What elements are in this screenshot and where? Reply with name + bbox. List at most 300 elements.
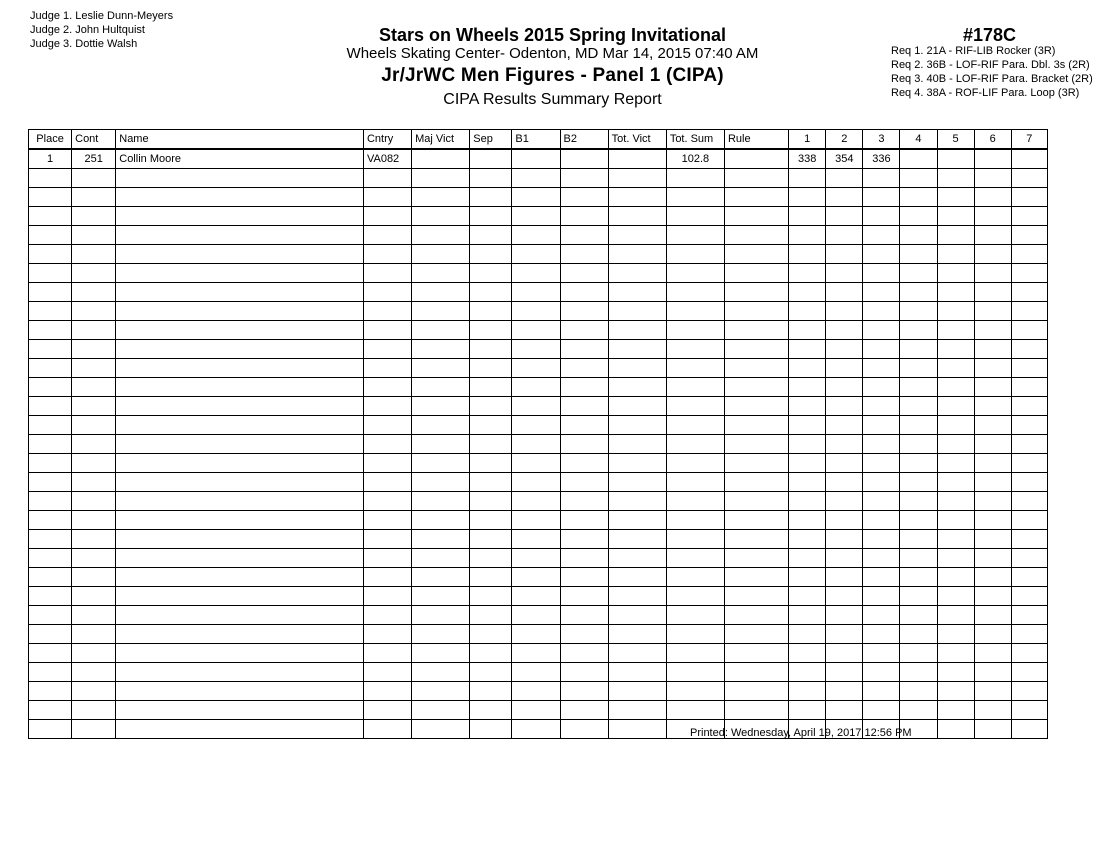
table-cell-empty (363, 663, 411, 682)
table-cell-empty (72, 226, 116, 245)
cell-b1 (512, 149, 560, 169)
table-cell-empty (363, 701, 411, 720)
table-cell-empty (974, 302, 1011, 321)
col-header-maj-vict: Maj Vict (412, 130, 470, 150)
table-cell-empty (608, 340, 666, 359)
table-cell-empty (724, 245, 788, 264)
table-cell-empty (666, 302, 724, 321)
table-cell-empty (666, 663, 724, 682)
table-cell-empty (72, 302, 116, 321)
table-cell-empty (1011, 549, 1047, 568)
table-cell-empty (72, 625, 116, 644)
table-cell-empty (974, 492, 1011, 511)
cell-tot-vict (608, 149, 666, 169)
table-cell-empty (937, 359, 974, 378)
table-cell-empty (724, 587, 788, 606)
col-header-tot-vict: Tot. Vict (608, 130, 666, 150)
table-cell-empty (412, 340, 470, 359)
table-cell-empty (29, 663, 72, 682)
table-cell-empty (29, 245, 72, 264)
cell-cont: 251 (72, 149, 116, 169)
table-cell-empty (470, 720, 512, 739)
table-cell-empty (512, 359, 560, 378)
table-cell-empty (412, 511, 470, 530)
table-cell-empty (470, 682, 512, 701)
table-cell-empty (974, 416, 1011, 435)
table-cell-empty (1011, 226, 1047, 245)
table-cell-empty (863, 682, 900, 701)
table-cell-empty (937, 473, 974, 492)
table-cell-empty (560, 625, 608, 644)
table-cell-empty (608, 568, 666, 587)
table-cell-empty (72, 568, 116, 587)
table-cell-empty (937, 207, 974, 226)
table-cell-empty (608, 587, 666, 606)
table-cell-empty (666, 473, 724, 492)
table-cell-empty (560, 473, 608, 492)
table-cell-empty (937, 568, 974, 587)
table-cell-empty (412, 188, 470, 207)
table-cell-empty (412, 283, 470, 302)
table-cell-empty (512, 454, 560, 473)
table-cell-empty (863, 378, 900, 397)
table-cell-empty (937, 302, 974, 321)
table-cell-empty (1011, 473, 1047, 492)
table-cell-empty (512, 245, 560, 264)
table-cell-empty (900, 549, 937, 568)
table-cell-empty (789, 207, 826, 226)
table-cell-empty (724, 321, 788, 340)
table-cell-empty (560, 245, 608, 264)
table-cell-empty (29, 283, 72, 302)
table-cell-empty (72, 359, 116, 378)
table-cell-empty (72, 606, 116, 625)
table-cell-empty (826, 207, 863, 226)
table-cell-empty (666, 226, 724, 245)
table-cell-empty (560, 720, 608, 739)
table-cell-empty (826, 701, 863, 720)
table-cell-empty (863, 454, 900, 473)
table-cell-empty (116, 644, 364, 663)
table-cell-empty (363, 511, 411, 530)
table-cell-empty (29, 207, 72, 226)
table-cell-empty (863, 188, 900, 207)
table-cell-empty (974, 587, 1011, 606)
table-cell-empty (863, 416, 900, 435)
table-cell-empty (863, 549, 900, 568)
table-cell-empty (826, 606, 863, 625)
table-cell-empty (724, 511, 788, 530)
table-cell-empty (937, 663, 974, 682)
table-cell-empty (29, 492, 72, 511)
table-cell-empty (560, 701, 608, 720)
table-cell-empty (412, 549, 470, 568)
table-cell-empty (29, 587, 72, 606)
table-cell-empty (29, 549, 72, 568)
table-cell-empty (412, 207, 470, 226)
table-cell-empty (863, 663, 900, 682)
table-cell-empty (512, 587, 560, 606)
table-cell-empty (900, 530, 937, 549)
table-cell-empty (363, 359, 411, 378)
table-cell-empty (512, 492, 560, 511)
table-cell-empty (863, 568, 900, 587)
table-cell-empty (1011, 454, 1047, 473)
table-cell-empty (974, 321, 1011, 340)
report-title: CIPA Results Summary Report (443, 91, 662, 108)
table-cell-empty (1011, 435, 1047, 454)
table-cell-empty (560, 207, 608, 226)
table-cell-empty (363, 492, 411, 511)
table-cell-empty (789, 682, 826, 701)
table-cell-empty (560, 606, 608, 625)
table-row-empty (29, 663, 1048, 682)
table-cell-empty (72, 378, 116, 397)
table-cell-empty (789, 492, 826, 511)
table-cell-empty (724, 416, 788, 435)
table-cell-empty (560, 188, 608, 207)
table-cell-empty (470, 549, 512, 568)
table-cell-empty (789, 473, 826, 492)
table-cell-empty (937, 511, 974, 530)
table-cell-empty (470, 283, 512, 302)
table-cell-empty (900, 207, 937, 226)
table-cell-empty (789, 188, 826, 207)
table-cell-empty (1011, 302, 1047, 321)
table-cell-empty (1011, 188, 1047, 207)
table-cell-empty (826, 511, 863, 530)
judge-3: Judge 3. Dottie Walsh (30, 38, 138, 50)
table-cell-empty (1011, 587, 1047, 606)
table-cell-empty (470, 245, 512, 264)
table-cell-empty (29, 226, 72, 245)
table-cell-empty (512, 226, 560, 245)
table-row-empty (29, 435, 1048, 454)
table-cell-empty (412, 701, 470, 720)
table-cell-empty (363, 321, 411, 340)
table-cell-empty (512, 549, 560, 568)
table-cell-empty (937, 587, 974, 606)
table-cell-empty (512, 378, 560, 397)
table-cell-empty (512, 340, 560, 359)
table-cell-empty (666, 169, 724, 188)
table-cell-empty (666, 549, 724, 568)
table-cell-empty (937, 283, 974, 302)
table-cell-empty (363, 245, 411, 264)
table-cell-empty (974, 359, 1011, 378)
table-row-empty (29, 169, 1048, 188)
table-cell-empty (412, 530, 470, 549)
table-cell-empty (560, 169, 608, 188)
table-cell-empty (29, 416, 72, 435)
table-cell-empty (1011, 568, 1047, 587)
table-cell-empty (826, 663, 863, 682)
table-cell-empty (863, 701, 900, 720)
table-cell-empty (116, 226, 364, 245)
table-cell-empty (900, 188, 937, 207)
table-cell-empty (29, 435, 72, 454)
table-cell-empty (937, 701, 974, 720)
table-row-empty (29, 511, 1048, 530)
table-cell-empty (724, 378, 788, 397)
table-cell-empty (412, 625, 470, 644)
col-header-j4: 4 (900, 130, 937, 150)
table-cell-empty (974, 663, 1011, 682)
competition-title: Stars on Wheels 2015 Spring Invitational (378, 25, 727, 45)
table-cell-empty (363, 340, 411, 359)
table-cell-empty (72, 169, 116, 188)
table-cell-empty (900, 701, 937, 720)
table-cell-empty (1011, 245, 1047, 264)
table-cell-empty (470, 207, 512, 226)
table-cell-empty (863, 587, 900, 606)
table-cell-empty (666, 340, 724, 359)
table-cell-empty (412, 397, 470, 416)
table-cell-empty (470, 644, 512, 663)
table-cell-empty (666, 511, 724, 530)
table-cell-empty (974, 169, 1011, 188)
cell-j3: 336 (863, 149, 900, 169)
table-cell-empty (666, 207, 724, 226)
table-cell-empty (608, 492, 666, 511)
table-cell-empty (29, 473, 72, 492)
table-cell-empty (116, 169, 364, 188)
table-cell-empty (724, 473, 788, 492)
table-cell-empty (116, 378, 364, 397)
table-cell-empty (826, 682, 863, 701)
results-body (29, 149, 1048, 739)
table-cell-empty (1011, 416, 1047, 435)
col-header-cntry: Cntry (363, 130, 411, 150)
table-cell-empty (363, 302, 411, 321)
table-cell-empty (608, 245, 666, 264)
table-cell-empty (72, 492, 116, 511)
table-cell-empty (666, 682, 724, 701)
table-row-empty (29, 568, 1048, 587)
event-number: #178C (963, 25, 1017, 45)
table-row-empty (29, 283, 1048, 302)
table-cell-empty (29, 188, 72, 207)
table-cell-empty (512, 701, 560, 720)
table-cell-empty (724, 302, 788, 321)
table-cell-empty (560, 435, 608, 454)
table-cell-empty (937, 397, 974, 416)
table-cell-empty (608, 663, 666, 682)
table-cell-empty (666, 587, 724, 606)
table-cell-empty (1011, 359, 1047, 378)
table-cell-empty (29, 378, 72, 397)
table-cell-empty (116, 207, 364, 226)
cell-j4 (900, 149, 937, 169)
table-row-empty (29, 701, 1048, 720)
table-cell-empty (666, 568, 724, 587)
table-cell-empty (666, 606, 724, 625)
table-cell-empty (937, 169, 974, 188)
table-cell-empty (608, 644, 666, 663)
col-header-j1: 1 (789, 130, 826, 150)
table-cell-empty (826, 587, 863, 606)
table-cell-empty (900, 511, 937, 530)
table-cell-empty (937, 264, 974, 283)
table-cell-empty (666, 321, 724, 340)
table-cell-empty (937, 435, 974, 454)
table-row-empty (29, 473, 1048, 492)
table-cell-empty (974, 682, 1011, 701)
table-cell-empty (608, 473, 666, 492)
table-cell-empty (937, 549, 974, 568)
table-cell-empty (974, 511, 1011, 530)
table-cell-empty (116, 587, 364, 606)
table-cell-empty (363, 264, 411, 283)
table-cell-empty (666, 454, 724, 473)
table-cell-empty (863, 302, 900, 321)
table-cell-empty (560, 359, 608, 378)
table-cell-empty (116, 568, 364, 587)
cell-j6 (974, 149, 1011, 169)
cell-maj-vict (412, 149, 470, 169)
col-header-b1: B1 (512, 130, 560, 150)
table-cell-empty (363, 188, 411, 207)
table-cell-empty (560, 663, 608, 682)
table-cell-empty (789, 625, 826, 644)
col-header-place: Place (29, 130, 72, 150)
cell-b2 (560, 149, 608, 169)
table-row-empty (29, 188, 1048, 207)
table-row (29, 149, 1048, 169)
table-cell-empty (608, 454, 666, 473)
table-cell-empty (560, 644, 608, 663)
table-cell-empty (116, 435, 364, 454)
table-cell-empty (29, 397, 72, 416)
table-cell-empty (72, 207, 116, 226)
table-row-empty (29, 530, 1048, 549)
table-cell-empty (29, 606, 72, 625)
table-cell-empty (1011, 397, 1047, 416)
table-cell-empty (363, 473, 411, 492)
table-cell-empty (412, 264, 470, 283)
table-cell-empty (116, 511, 364, 530)
table-cell-empty (789, 454, 826, 473)
table-cell-empty (863, 435, 900, 454)
table-cell-empty (116, 321, 364, 340)
table-cell-empty (863, 169, 900, 188)
cell-j5 (937, 149, 974, 169)
table-cell-empty (363, 720, 411, 739)
table-cell-empty (116, 340, 364, 359)
table-cell-empty (29, 682, 72, 701)
table-cell-empty (512, 302, 560, 321)
table-cell-empty (666, 701, 724, 720)
table-cell-empty (937, 530, 974, 549)
table-cell-empty (608, 283, 666, 302)
table-cell-empty (470, 701, 512, 720)
table-cell-empty (974, 644, 1011, 663)
table-cell-empty (29, 625, 72, 644)
table-cell-empty (1011, 644, 1047, 663)
table-cell-empty (826, 644, 863, 663)
table-cell-empty (608, 701, 666, 720)
table-cell-empty (863, 264, 900, 283)
table-cell-empty (512, 606, 560, 625)
table-cell-empty (470, 625, 512, 644)
table-cell-empty (608, 169, 666, 188)
table-cell-empty (826, 549, 863, 568)
table-cell-empty (1011, 701, 1047, 720)
table-cell-empty (470, 511, 512, 530)
table-cell-empty (560, 587, 608, 606)
table-cell-empty (512, 416, 560, 435)
table-cell-empty (72, 283, 116, 302)
table-cell-empty (29, 340, 72, 359)
table-cell-empty (72, 644, 116, 663)
table-cell-empty (29, 568, 72, 587)
table-cell-empty (72, 549, 116, 568)
table-cell-empty (363, 397, 411, 416)
table-cell-empty (363, 530, 411, 549)
table-cell-empty (363, 682, 411, 701)
table-cell-empty (937, 454, 974, 473)
table-cell-empty (29, 511, 72, 530)
table-cell-empty (1011, 606, 1047, 625)
table-cell-empty (363, 435, 411, 454)
table-cell-empty (974, 454, 1011, 473)
col-header-sep: Sep (470, 130, 512, 150)
table-cell-empty (826, 435, 863, 454)
table-cell-empty (363, 644, 411, 663)
table-cell-empty (724, 682, 788, 701)
table-cell-empty (863, 606, 900, 625)
table-row-empty (29, 644, 1048, 663)
cell-j7 (1011, 149, 1047, 169)
table-cell-empty (116, 530, 364, 549)
table-cell-empty (724, 207, 788, 226)
table-cell-empty (116, 682, 364, 701)
table-cell-empty (826, 321, 863, 340)
table-cell-empty (363, 568, 411, 587)
table-cell-empty (789, 302, 826, 321)
table-cell-empty (789, 511, 826, 530)
col-header-b2: B2 (560, 130, 608, 150)
table-cell-empty (863, 644, 900, 663)
table-cell-empty (863, 226, 900, 245)
table-cell-empty (863, 340, 900, 359)
table-cell-empty (900, 397, 937, 416)
table-cell-empty (72, 473, 116, 492)
table-cell-empty (724, 701, 788, 720)
table-cell-empty (826, 226, 863, 245)
table-cell-empty (724, 663, 788, 682)
table-cell-empty (560, 492, 608, 511)
table-cell-empty (72, 682, 116, 701)
table-cell-empty (29, 644, 72, 663)
table-cell-empty (666, 625, 724, 644)
table-cell-empty (72, 245, 116, 264)
table-cell-empty (863, 283, 900, 302)
requirement-4: Req 4. 38A - ROF-LIF Para. Loop (3R) (891, 87, 1080, 99)
table-cell-empty (560, 454, 608, 473)
table-cell-empty (724, 644, 788, 663)
table-cell-empty (937, 245, 974, 264)
table-cell-empty (470, 416, 512, 435)
table-cell-empty (608, 720, 666, 739)
table-cell-empty (974, 530, 1011, 549)
table-cell-empty (608, 530, 666, 549)
table-cell-empty (789, 701, 826, 720)
table-row-empty (29, 682, 1048, 701)
table-cell-empty (826, 245, 863, 264)
table-row-empty (29, 321, 1048, 340)
table-cell-empty (974, 226, 1011, 245)
